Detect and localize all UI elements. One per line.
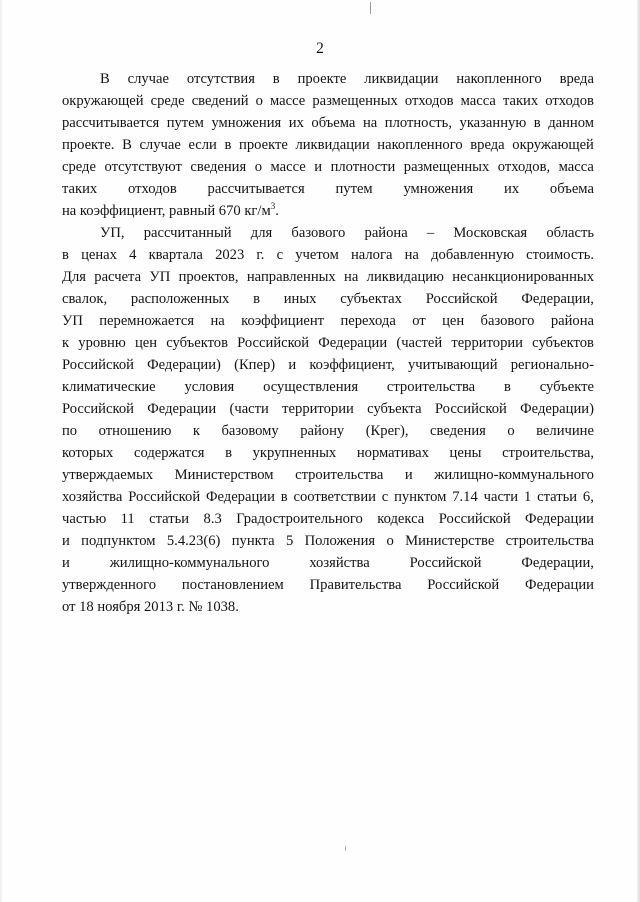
- word: Федерации,: [521, 291, 594, 307]
- word: отходов: [404, 93, 454, 109]
- word: коэффициент,: [309, 357, 395, 373]
- superscript: 3: [270, 201, 276, 211]
- word: вреда: [559, 71, 594, 87]
- word: умножения: [403, 181, 474, 197]
- word: Федерации: [525, 577, 594, 593]
- word: ценах: [81, 247, 117, 263]
- word: содержатся: [133, 445, 205, 461]
- word: регионально-: [510, 357, 594, 373]
- word: Федерации: [525, 511, 594, 527]
- text-line: [62, 222, 594, 244]
- word: путем: [335, 181, 373, 197]
- document-body: [62, 68, 594, 618]
- word: рассчитывается: [62, 115, 160, 131]
- word: накопленного: [456, 71, 542, 87]
- word: Федерации: [147, 401, 217, 417]
- word: Градостроительного: [236, 511, 363, 527]
- word: Федерации): [147, 357, 221, 373]
- word: 2023: [215, 247, 245, 263]
- word: 1: [523, 489, 532, 505]
- word: Положения: [304, 533, 376, 549]
- word: и: [404, 467, 413, 483]
- word: цен: [442, 313, 465, 329]
- word: 5: [285, 533, 294, 549]
- word: уровню: [78, 335, 126, 351]
- word: в: [62, 247, 69, 263]
- word: утверждаемых: [62, 467, 154, 483]
- word: УП: [62, 313, 83, 329]
- text-line: [62, 508, 594, 530]
- word: в: [225, 445, 232, 461]
- word: на: [210, 313, 225, 329]
- word: УП: [149, 269, 171, 285]
- word: Федерации: [318, 335, 388, 351]
- word: случае: [127, 71, 169, 87]
- word: и: [62, 555, 70, 571]
- word: объема: [311, 115, 356, 131]
- word: плотность,: [384, 115, 452, 131]
- word: масса: [558, 159, 594, 175]
- word: указанную: [459, 115, 527, 131]
- word: строительства: [505, 533, 594, 549]
- word: строительства,: [502, 445, 594, 461]
- word: стоимость.: [526, 247, 594, 263]
- word: территории: [282, 401, 354, 417]
- text-line: [62, 442, 594, 464]
- text-line: [62, 420, 594, 442]
- word: климатические: [62, 379, 156, 395]
- word: В: [122, 137, 132, 153]
- word: Российской: [62, 401, 134, 417]
- word: (частей: [396, 335, 443, 351]
- text-line-last: от 18 ноября 2013 г. № 1038.: [62, 599, 239, 615]
- word: района: [364, 225, 408, 241]
- word: среде: [62, 159, 96, 175]
- word: масса: [460, 93, 496, 109]
- text-line: [62, 266, 594, 288]
- text-line: [62, 332, 594, 354]
- word: жилищно-коммунального: [109, 555, 270, 571]
- word: Российской: [427, 577, 500, 593]
- word: с: [276, 247, 284, 263]
- word: Федерации,: [521, 555, 594, 571]
- text-line: [62, 68, 594, 90]
- word: проекте: [239, 137, 288, 153]
- text-line: [62, 376, 594, 398]
- word: сведения: [430, 423, 486, 439]
- word: о: [386, 533, 394, 549]
- word: пунктом: [394, 489, 447, 505]
- word: хозяйства: [62, 489, 123, 505]
- word: 5.4.23(6): [166, 533, 221, 549]
- word: отсутствуют: [104, 159, 182, 175]
- word: статьи: [537, 489, 578, 505]
- word: о: [254, 159, 263, 175]
- word: ликвидации: [295, 137, 370, 153]
- word: базового: [480, 313, 535, 329]
- word: и: [62, 533, 70, 549]
- word: субъекта: [367, 401, 422, 417]
- word: которых: [62, 445, 114, 461]
- word: добавленную: [431, 247, 514, 263]
- word: размещенных: [403, 159, 490, 175]
- word: пункта: [231, 533, 275, 549]
- word: постановлением: [181, 577, 284, 593]
- word: если: [188, 137, 217, 153]
- text-line: [62, 310, 594, 332]
- word: району: [300, 423, 345, 439]
- word: Российской: [62, 357, 134, 373]
- word: (Кпер): [234, 357, 276, 373]
- word: утвержденного: [62, 577, 157, 593]
- word: базового: [291, 225, 346, 241]
- word: Московская: [453, 225, 528, 241]
- word: на: [344, 269, 359, 285]
- page-number: 2: [316, 40, 324, 57]
- word: в: [224, 137, 232, 153]
- word: цены: [449, 445, 482, 461]
- word: территории: [451, 335, 523, 351]
- paragraph-price-level: [62, 222, 594, 618]
- line-tail: .: [275, 203, 279, 219]
- text-line: [62, 464, 594, 486]
- word: их: [288, 115, 304, 131]
- text-line: [62, 244, 594, 266]
- text-line: [62, 574, 594, 596]
- word: отходов: [128, 181, 177, 197]
- scan-edge-left: [0, 0, 2, 902]
- word: от: [412, 313, 426, 329]
- text-line: [62, 486, 594, 508]
- word: сведения: [190, 159, 247, 175]
- word: проекте: [297, 71, 347, 87]
- word: направленных: [246, 269, 336, 285]
- word: субъектов: [532, 335, 594, 351]
- word: по: [62, 423, 78, 439]
- word: Российской: [434, 401, 507, 417]
- word: отходов,: [497, 159, 551, 175]
- word: г.: [256, 247, 265, 263]
- word: учетом: [295, 247, 339, 263]
- word: Правительства: [309, 577, 402, 593]
- word: района: [550, 313, 594, 329]
- word: Российской: [438, 511, 511, 527]
- word: подпунктом: [81, 533, 156, 549]
- word: коэффициент: [241, 313, 325, 329]
- text-line: [62, 288, 594, 310]
- word: Для: [62, 269, 86, 285]
- word: налога: [350, 247, 393, 263]
- word: базовому: [221, 423, 279, 439]
- word: вреда: [470, 137, 505, 153]
- word: объема: [549, 181, 594, 197]
- word: субъекте: [539, 379, 594, 395]
- word: величине: [536, 423, 594, 439]
- word: к: [192, 423, 200, 439]
- word: Министерстве: [405, 533, 495, 549]
- word: в: [533, 115, 541, 131]
- word: Российской: [409, 555, 482, 571]
- word: –: [426, 225, 435, 241]
- word: в: [253, 291, 260, 307]
- word: накопленного: [377, 137, 463, 153]
- word: 7.14: [452, 489, 478, 505]
- text-line: [62, 156, 594, 178]
- word: цен: [134, 335, 158, 351]
- word: и: [288, 357, 297, 373]
- word: несанкционированных: [452, 269, 594, 285]
- word: и: [314, 159, 323, 175]
- word: их: [504, 181, 520, 197]
- word: массе: [270, 93, 306, 109]
- word: субъектов: [166, 335, 228, 351]
- word: 11: [120, 511, 135, 527]
- word: в: [272, 71, 280, 87]
- word: частью: [62, 511, 107, 527]
- text-line: [62, 354, 594, 376]
- word: укрупненных: [252, 445, 337, 461]
- word: расчета: [94, 269, 142, 285]
- text-line: [62, 178, 594, 200]
- word: проекте.: [62, 137, 115, 153]
- word: статьи: [149, 511, 190, 527]
- word: плотности: [330, 159, 396, 175]
- word: о: [507, 423, 515, 439]
- word: Российской: [237, 335, 310, 351]
- line-text: на коэффициент, равный 670 кг/м: [62, 203, 271, 219]
- word: жилищно-коммунального: [434, 467, 594, 483]
- paragraph-waste-mass: [62, 68, 594, 222]
- word: 4: [129, 247, 137, 263]
- word: о: [255, 93, 263, 109]
- word: размещенных: [312, 93, 398, 109]
- word: Федерации: [205, 489, 275, 505]
- word: строительства: [295, 467, 384, 483]
- word: область: [546, 225, 594, 241]
- word: Министерством: [174, 467, 274, 483]
- word: окружающей: [62, 93, 144, 109]
- word: иных: [283, 291, 317, 307]
- scan-mark-bottom: [345, 846, 346, 851]
- word: случае: [139, 137, 181, 153]
- word: (части: [229, 401, 269, 417]
- word: строительства: [386, 379, 476, 395]
- word: сведений: [191, 93, 249, 109]
- text-line: [62, 552, 594, 574]
- word: свалок,: [62, 291, 108, 307]
- word: ликвидации: [364, 71, 439, 87]
- word: В: [100, 71, 110, 87]
- word: на: [404, 247, 419, 263]
- text-line: [62, 530, 594, 552]
- word: перемножается: [99, 313, 195, 329]
- text-line: [62, 112, 594, 134]
- word: осуществления: [263, 379, 359, 395]
- text-line: [62, 134, 594, 156]
- word: расположенных: [130, 291, 230, 307]
- word: умножения: [211, 115, 282, 131]
- word: кодекса: [377, 511, 425, 527]
- word: отношению: [98, 423, 172, 439]
- text-line: [62, 398, 594, 420]
- word: к: [62, 335, 70, 351]
- word: условия: [184, 379, 235, 395]
- word: отсутствия: [186, 71, 255, 87]
- word: (Крег),: [365, 423, 409, 439]
- word: нормативах: [356, 445, 429, 461]
- word: с: [381, 489, 389, 505]
- word: субъектах: [340, 291, 402, 307]
- word: перехода: [340, 313, 396, 329]
- word: Федерации): [520, 401, 594, 417]
- word: соответствии: [293, 489, 376, 505]
- word: рассчитанный: [143, 225, 232, 241]
- word: на: [362, 115, 378, 131]
- word: части: [483, 489, 519, 505]
- word: окружающей: [512, 137, 594, 153]
- word: таких: [502, 93, 539, 109]
- word: УП,: [100, 225, 125, 241]
- scan-mark-top: [370, 2, 371, 14]
- word: учитывающий: [407, 357, 498, 373]
- word: среде: [150, 93, 185, 109]
- word: отходов: [545, 93, 594, 109]
- text-line-last: [62, 200, 594, 222]
- word: 8.3: [203, 511, 222, 527]
- word: квартала: [148, 247, 203, 263]
- word: данном: [548, 115, 594, 131]
- word: проектов,: [178, 269, 239, 285]
- word: 6,: [582, 489, 594, 505]
- word: хозяйства: [309, 555, 370, 571]
- word: массе: [270, 159, 306, 175]
- text-line: [62, 90, 594, 112]
- word: Российской: [128, 489, 201, 505]
- word: для: [250, 225, 273, 241]
- word: в: [280, 489, 288, 505]
- word: таких: [62, 181, 98, 197]
- word: путем: [166, 115, 204, 131]
- word: Российской: [425, 291, 498, 307]
- word: в: [503, 379, 511, 395]
- word: ликвидацию: [366, 269, 444, 285]
- word: рассчитывается: [207, 181, 305, 197]
